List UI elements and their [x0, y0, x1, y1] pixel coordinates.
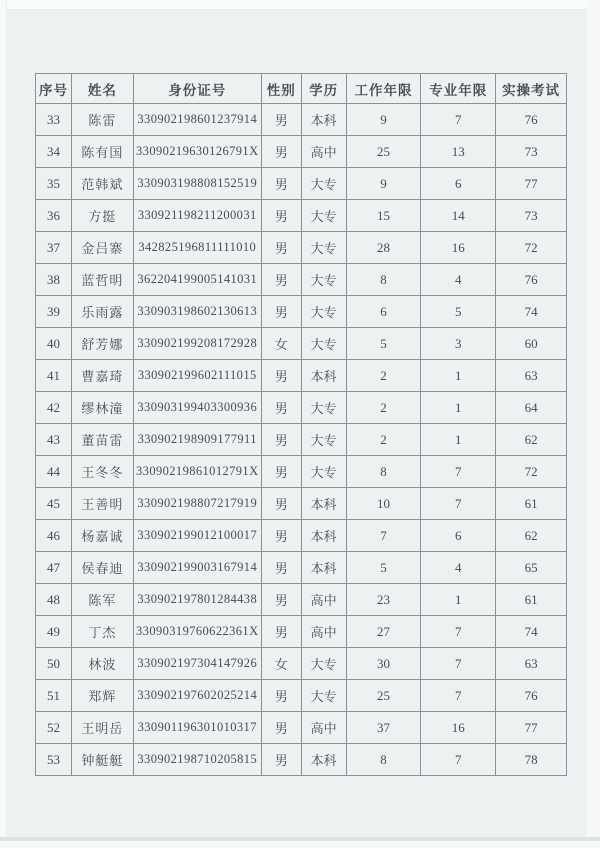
cell-education: 本科	[301, 360, 346, 392]
table-row	[36, 456, 567, 488]
cell-id: 342825196811111010	[133, 232, 261, 264]
table-row	[36, 104, 567, 136]
cell-work_years: 5	[346, 328, 421, 360]
cell-exam: 74	[496, 616, 567, 648]
cell-prof_years: 1	[421, 360, 496, 392]
cell-exam: 76	[496, 264, 567, 296]
cell-no: 46	[36, 520, 72, 552]
cell-education: 大专	[301, 200, 346, 232]
table-row	[36, 296, 567, 328]
cell-education: 高中	[301, 584, 346, 616]
cell-exam: 64	[496, 392, 567, 424]
cell-gender: 男	[261, 392, 301, 424]
cell-gender: 男	[261, 296, 301, 328]
cell-exam: 61	[496, 488, 567, 520]
cell-no: 49	[36, 616, 72, 648]
cell-gender: 男	[261, 520, 301, 552]
page-edge-bottom	[0, 841, 600, 848]
cell-name: 陈雷	[71, 104, 133, 136]
cell-prof_years: 7	[421, 488, 496, 520]
cell-id: 330901196301010317	[133, 712, 261, 744]
cell-exam: 72	[496, 232, 567, 264]
cell-education: 大专	[301, 232, 346, 264]
cell-work_years: 28	[346, 232, 421, 264]
table-row	[36, 488, 567, 520]
cell-name: 蓝哲明	[71, 264, 133, 296]
table-body	[36, 104, 567, 776]
cell-gender: 男	[261, 360, 301, 392]
cell-prof_years: 4	[421, 264, 496, 296]
cell-work_years: 25	[346, 680, 421, 712]
table-row	[36, 520, 567, 552]
cell-gender: 男	[261, 712, 301, 744]
cell-exam: 74	[496, 296, 567, 328]
cell-name: 方挺	[71, 200, 133, 232]
cell-name: 丁杰	[71, 616, 133, 648]
cell-gender: 男	[261, 616, 301, 648]
cell-education: 高中	[301, 616, 346, 648]
cell-education: 大专	[301, 296, 346, 328]
column-header-work_years: 工作年限	[346, 74, 421, 104]
cell-work_years: 2	[346, 360, 421, 392]
cell-exam: 76	[496, 104, 567, 136]
page-edge-top	[0, 0, 600, 10]
cell-id: 330902197304147926	[133, 648, 261, 680]
cell-name: 曹嘉琦	[71, 360, 133, 392]
column-header-id: 身份证号	[133, 74, 261, 104]
cell-work_years: 27	[346, 616, 421, 648]
page-edge-right	[587, 0, 600, 848]
table-row	[36, 424, 567, 456]
cell-id: 33090219861012791X	[133, 456, 261, 488]
cell-id: 330902199602111015	[133, 360, 261, 392]
table-row	[36, 360, 567, 392]
table-row	[36, 328, 567, 360]
cell-no: 53	[36, 744, 72, 776]
cell-exam: 62	[496, 520, 567, 552]
table-row	[36, 168, 567, 200]
column-header-education: 学历	[301, 74, 346, 104]
cell-gender: 男	[261, 552, 301, 584]
cell-exam: 77	[496, 168, 567, 200]
cell-education: 高中	[301, 712, 346, 744]
cell-name: 侯春迪	[71, 552, 133, 584]
cell-education: 大专	[301, 680, 346, 712]
cell-prof_years: 1	[421, 392, 496, 424]
cell-name: 王明岳	[71, 712, 133, 744]
cell-no: 36	[36, 200, 72, 232]
cell-prof_years: 6	[421, 168, 496, 200]
cell-no: 41	[36, 360, 72, 392]
cell-work_years: 5	[346, 552, 421, 584]
cell-name: 范韩斌	[71, 168, 133, 200]
cell-work_years: 15	[346, 200, 421, 232]
cell-gender: 男	[261, 264, 301, 296]
table-row	[36, 648, 567, 680]
cell-education: 大专	[301, 392, 346, 424]
cell-name: 董苗雷	[71, 424, 133, 456]
cell-no: 48	[36, 584, 72, 616]
cell-work_years: 37	[346, 712, 421, 744]
column-header-name: 姓名	[71, 74, 133, 104]
table-row	[36, 200, 567, 232]
cell-id: 330902198909177911	[133, 424, 261, 456]
cell-no: 37	[36, 232, 72, 264]
cell-gender: 男	[261, 680, 301, 712]
cell-exam: 63	[496, 360, 567, 392]
cell-gender: 男	[261, 136, 301, 168]
column-header-prof_years: 专业年限	[421, 74, 496, 104]
cell-name: 林波	[71, 648, 133, 680]
cell-gender: 男	[261, 488, 301, 520]
cell-prof_years: 13	[421, 136, 496, 168]
cell-prof_years: 7	[421, 104, 496, 136]
cell-id: 330902197602025214	[133, 680, 261, 712]
cell-id: 330903198602130613	[133, 296, 261, 328]
cell-name: 金吕寨	[71, 232, 133, 264]
table-row	[36, 392, 567, 424]
cell-id: 33090319760622361X	[133, 616, 261, 648]
cell-exam: 61	[496, 584, 567, 616]
cell-no: 52	[36, 712, 72, 744]
cell-exam: 78	[496, 744, 567, 776]
cell-prof_years: 7	[421, 456, 496, 488]
cell-education: 大专	[301, 328, 346, 360]
cell-name: 陈有国	[71, 136, 133, 168]
cell-exam: 65	[496, 552, 567, 584]
cell-name: 乐雨露	[71, 296, 133, 328]
cell-id: 330903199403300936	[133, 392, 261, 424]
cell-education: 高中	[301, 136, 346, 168]
column-header-gender: 性别	[261, 74, 301, 104]
cell-prof_years: 14	[421, 200, 496, 232]
cell-gender: 男	[261, 584, 301, 616]
cell-no: 38	[36, 264, 72, 296]
cell-no: 35	[36, 168, 72, 200]
cell-work_years: 2	[346, 424, 421, 456]
cell-exam: 73	[496, 200, 567, 232]
cell-work_years: 8	[346, 744, 421, 776]
cell-id: 330902199012100017	[133, 520, 261, 552]
cell-prof_years: 7	[421, 616, 496, 648]
cell-no: 43	[36, 424, 72, 456]
cell-work_years: 30	[346, 648, 421, 680]
applicants-table	[35, 73, 567, 776]
cell-no: 34	[36, 136, 72, 168]
cell-work_years: 7	[346, 520, 421, 552]
cell-name: 舒芳娜	[71, 328, 133, 360]
cell-no: 44	[36, 456, 72, 488]
cell-exam: 72	[496, 456, 567, 488]
cell-id: 330902198601237914	[133, 104, 261, 136]
table-row	[36, 584, 567, 616]
cell-gender: 男	[261, 232, 301, 264]
table-row	[36, 232, 567, 264]
cell-exam: 76	[496, 680, 567, 712]
cell-gender: 男	[261, 456, 301, 488]
table-row	[36, 552, 567, 584]
cell-education: 大专	[301, 456, 346, 488]
cell-name: 杨嘉诚	[71, 520, 133, 552]
cell-exam: 73	[496, 136, 567, 168]
cell-prof_years: 4	[421, 552, 496, 584]
cell-prof_years: 5	[421, 296, 496, 328]
cell-prof_years: 16	[421, 232, 496, 264]
cell-education: 大专	[301, 168, 346, 200]
cell-no: 39	[36, 296, 72, 328]
cell-name: 钟艇艇	[71, 744, 133, 776]
cell-education: 大专	[301, 264, 346, 296]
cell-work_years: 8	[346, 456, 421, 488]
cell-prof_years: 16	[421, 712, 496, 744]
cell-prof_years: 6	[421, 520, 496, 552]
cell-work_years: 2	[346, 392, 421, 424]
cell-gender: 男	[261, 200, 301, 232]
table-row	[36, 264, 567, 296]
cell-id: 330902199003167914	[133, 552, 261, 584]
cell-education: 大专	[301, 648, 346, 680]
cell-prof_years: 7	[421, 680, 496, 712]
cell-work_years: 9	[346, 168, 421, 200]
cell-gender: 男	[261, 744, 301, 776]
cell-id: 362204199005141031	[133, 264, 261, 296]
cell-gender: 男	[261, 424, 301, 456]
column-header-exam: 实操考试	[496, 74, 567, 104]
cell-exam: 62	[496, 424, 567, 456]
cell-name: 王善明	[71, 488, 133, 520]
cell-no: 47	[36, 552, 72, 584]
cell-id: 330902197801284438	[133, 584, 261, 616]
cell-gender: 男	[261, 104, 301, 136]
table-row	[36, 680, 567, 712]
page-edge-left	[0, 0, 7, 848]
cell-exam: 63	[496, 648, 567, 680]
cell-work_years: 23	[346, 584, 421, 616]
cell-work_years: 25	[346, 136, 421, 168]
table-row	[36, 136, 567, 168]
cell-name: 郑辉	[71, 680, 133, 712]
cell-gender: 男	[261, 168, 301, 200]
cell-name: 王冬冬	[71, 456, 133, 488]
cell-prof_years: 7	[421, 648, 496, 680]
cell-id: 330921198211200031	[133, 200, 261, 232]
cell-id: 330902199208172928	[133, 328, 261, 360]
cell-prof_years: 1	[421, 424, 496, 456]
cell-education: 本科	[301, 520, 346, 552]
cell-prof_years: 1	[421, 584, 496, 616]
table-row	[36, 712, 567, 744]
cell-education: 大专	[301, 424, 346, 456]
cell-gender: 女	[261, 328, 301, 360]
cell-prof_years: 7	[421, 744, 496, 776]
cell-no: 50	[36, 648, 72, 680]
cell-no: 40	[36, 328, 72, 360]
cell-work_years: 8	[346, 264, 421, 296]
cell-education: 本科	[301, 552, 346, 584]
cell-no: 45	[36, 488, 72, 520]
cell-work_years: 9	[346, 104, 421, 136]
cell-no: 51	[36, 680, 72, 712]
cell-education: 本科	[301, 104, 346, 136]
cell-education: 本科	[301, 744, 346, 776]
cell-work_years: 10	[346, 488, 421, 520]
table-header	[36, 74, 567, 104]
column-header-no: 序号	[36, 74, 72, 104]
cell-name: 陈军	[71, 584, 133, 616]
cell-work_years: 6	[346, 296, 421, 328]
cell-name: 缪林潼	[71, 392, 133, 424]
cell-exam: 60	[496, 328, 567, 360]
cell-no: 42	[36, 392, 72, 424]
table-row	[36, 616, 567, 648]
cell-education: 本科	[301, 488, 346, 520]
cell-no: 33	[36, 104, 72, 136]
cell-id: 330902198807217919	[133, 488, 261, 520]
cell-prof_years: 3	[421, 328, 496, 360]
cell-gender: 女	[261, 648, 301, 680]
cell-id: 330903198808152519	[133, 168, 261, 200]
table-row	[36, 744, 567, 776]
cell-id: 33090219630126791X	[133, 136, 261, 168]
cell-id: 330902198710205815	[133, 744, 261, 776]
cell-exam: 77	[496, 712, 567, 744]
